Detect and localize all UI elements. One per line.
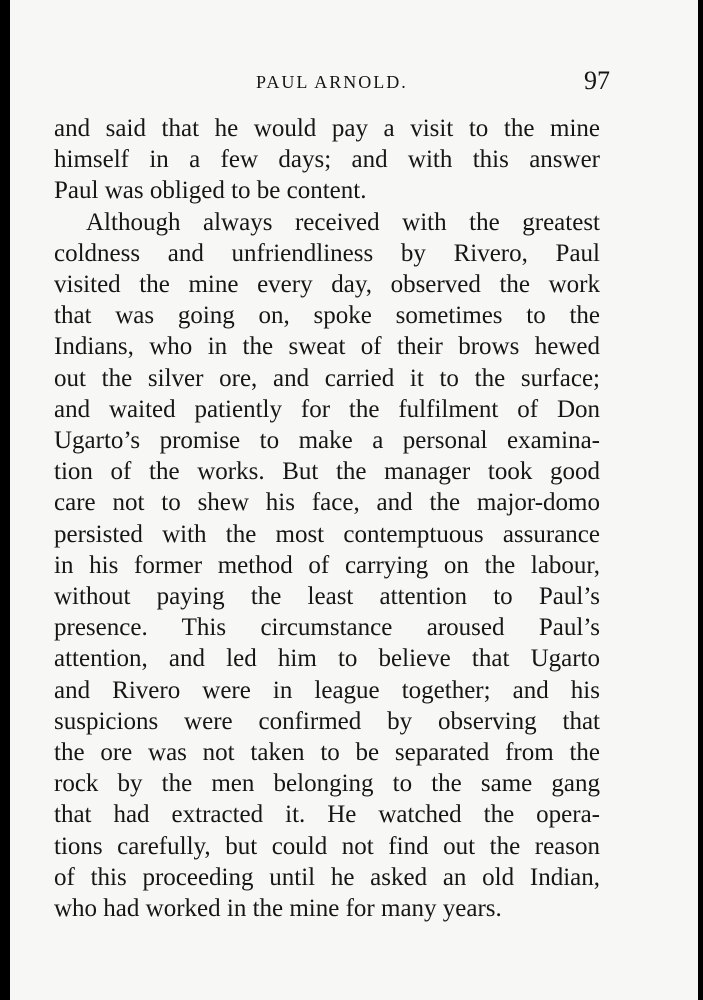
text-line: Although always received with the greatest (86, 208, 600, 236)
text-line: suspicions were confirmed by observing that (54, 707, 600, 735)
text-line: who had worked in the mine for many years. (54, 895, 502, 923)
text-line: presence. This circumstance aroused Paul’s (54, 614, 600, 642)
text-line: the ore was not taken to be separated from the (54, 739, 600, 767)
text-line: and said that he would pay a visit to the mine (54, 115, 600, 142)
text-line: attention, and led him to believe that Ugarto (54, 645, 600, 673)
text-line: and Rivero were in league together; and his (54, 676, 600, 704)
text-line: of this proceeding until he asked an old Indian, (54, 863, 600, 891)
text-line: that had extracted it. He watched the opera- (54, 801, 600, 829)
text-line: Ugarto’s promise to make a personal examina- (54, 427, 600, 455)
text-line: tion of the works. But the manager took good (54, 458, 600, 486)
text-line: Indians, who in the sweat of their brows hewed (54, 333, 600, 361)
book-page (10, 0, 698, 1000)
text-line: care not to shew his face, and the major-domo (54, 489, 600, 517)
text-line: visited the mine every day, observed the work (54, 271, 600, 299)
text-line: tions carefully, but could not find out the reason (54, 832, 600, 860)
running-title: PAUL ARNOLD. (256, 72, 408, 92)
text-line: Paul was obliged to be content. (54, 177, 367, 205)
body-text (54, 113, 600, 924)
text-line: persisted with the most contemptuous assurance (54, 520, 600, 548)
text-line: that was going on, spoke sometimes to the (54, 302, 600, 330)
text-line: out the silver ore, and carried it to the surface; (54, 364, 600, 392)
paragraph-1 (54, 113, 600, 207)
text-line: coldness and unfriendliness by Rivero, Paul (54, 239, 600, 267)
text-line: and waited patiently for the fulfilment of Don (54, 395, 600, 423)
page-number: 97 (584, 66, 610, 95)
text-line: himself in a few days; and with this answer (54, 146, 600, 174)
text-line: rock by the men belonging to the same gang (54, 770, 600, 798)
text-line: without paying the least attention to Paul’s (54, 583, 600, 611)
paragraph-2 (54, 207, 600, 925)
text-line: in his former method of carrying on the labour, (54, 551, 600, 579)
page-header (10, 66, 698, 100)
